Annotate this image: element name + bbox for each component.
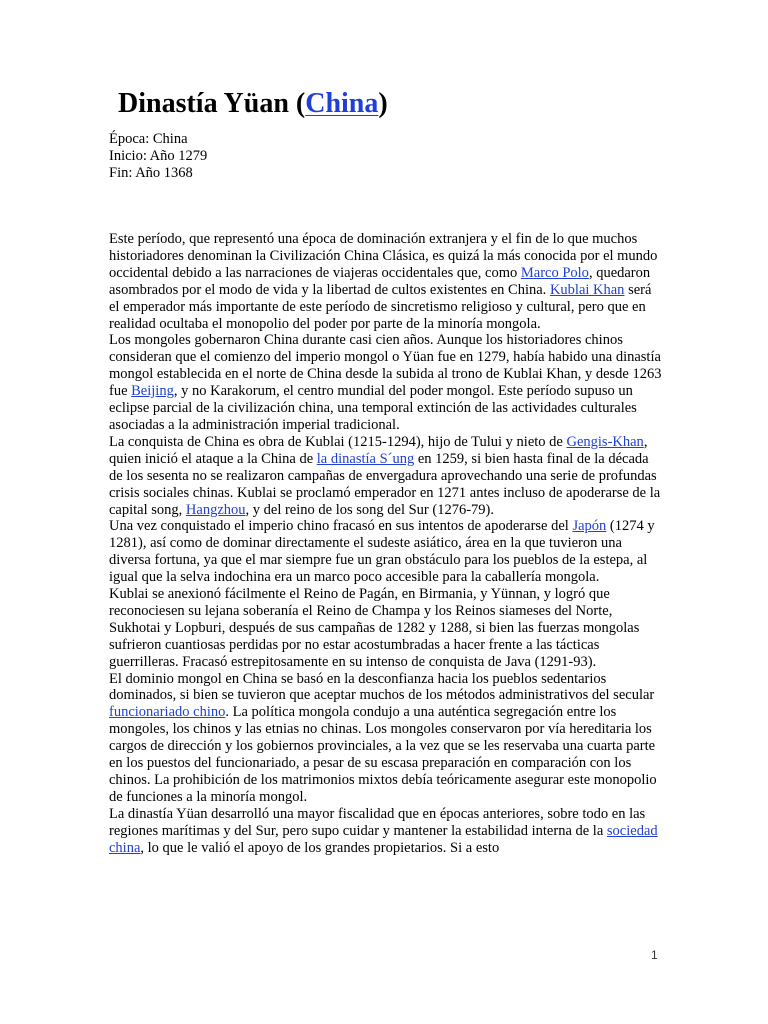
kublai-khan-link[interactable]: Kublai Khan [549, 281, 625, 298]
paragraph-text: Los mongoles gobernaron China durante casi cien años. Aunque los historiadores chinos consideran que el comienzo del imperio mongol o Yüan fue en 1279, había habido una dinastía mongol establecida en el norte de China desde la subida al trono de Kublai Khan, y desde 1263 fue [109, 332, 662, 400]
inicio-line: Inicio: Año 1279 [109, 148, 208, 164]
paragraph-text: La conquista de China es obra de Kublai (1215-1294), hijo de Tului y nieto de [109, 433, 567, 450]
title-suffix: ) [378, 88, 388, 119]
paragraph-pagan [109, 586, 664, 671]
paragraph-text: , y no Karakorum, el centro mundial del poder mongol. Este período supuso un eclipse parcial de la civilización china, una temporal extinción de las actividades culturales asociadas a la administración imperial tradicional. [109, 383, 637, 433]
sociedad-china-link[interactable]: sociedad china [109, 822, 658, 856]
marco-polo-link[interactable]: Marco Polo [520, 264, 589, 281]
paragraph-fiscalidad [109, 806, 664, 857]
paragraph-text: será el emperador más importante de este período de sincretismo religioso y cultural, pero que en realidad ocultaba el monopolio del poder por parte de la minoría mongola. [109, 281, 652, 332]
metadata-block [109, 131, 669, 182]
paragraph-text: , quien inició el ataque a la China de [109, 433, 648, 467]
funcionariado-chino-link[interactable]: funcionariado chino [109, 704, 226, 721]
paragraph-text: Una vez conquistado el imperio chino fracasó en sus intentos de apoderarse del [109, 518, 573, 535]
epoca-line: Época: China [109, 131, 188, 147]
paragraph-text: en 1259, si bien hasta final de la década de los sesenta no se realizaron campañas de envergadura aprovechando una serie de profundas crisis sociales chinas. Kublai se proclamó emperador en 1271 antes incluso de apoderarse de la capital song, [109, 450, 661, 518]
japon-link[interactable]: Japón [572, 518, 607, 535]
paragraph-text: (1274 y 1281), así como de dominar directamente el sudeste asiático, área en la que tuvieron una diversa fortuna, ya que el mar siempre fue un gran obstáculo para los pueblos de la estepa, al igual que la selva indochina era un marco poco accesible para la caballería mongola. [109, 518, 655, 586]
paragraph-text: La dinastía Yüan desarrolló una mayor fiscalidad que en épocas anteriores, sobre todo en las regiones marítimas y del Sur, pero supo cuidar y mantener la estabilidad interna de la [109, 805, 646, 839]
china-link[interactable]: China [305, 88, 379, 119]
paragraph-text: Kublai se anexionó fácilmente el Reino de Pagán, en Birmania, y Yünnan, y logró que reconociesen su lejana soberanía el Reino de Champa y los Reinos siameses del Norte, Sukhotai y Lopburi, después de sus campañas de 1282 y 1288, si bien las fuerzas mongolas sufrieron cuantiosas perdidas por no estar acostumbradas a hacer frente a las tácticas guerrilleras. Fracasó estrepitosamente en su intenso de conquista de Java (1291-93). [109, 586, 640, 670]
page-number: 1 [651, 948, 658, 962]
fin-line: Fin: Año 1368 [109, 165, 193, 181]
paragraph-dominio [109, 671, 664, 806]
article-body [109, 231, 664, 857]
paragraph-intro [109, 231, 664, 332]
paragraph-text: , lo que le valió el apoyo de los grandes propietarios. Si a esto [140, 839, 500, 856]
paragraph-japon [109, 518, 664, 586]
hangzhou-link[interactable]: Hangzhou [185, 501, 246, 518]
gengis-khan-link[interactable]: Gengis-Khan [566, 433, 644, 450]
paragraph-text: , y del reino de los song del Sur (1276-79). [245, 501, 494, 518]
paragraph-text: . La política mongola condujo a una auténtica segregación entre los mongoles, los chinos y las etnias no chinas. Los mongoles conservaron por vía hereditaria los cargos de dirección y los gobiernos provinciales, a la vez que se les reservaba una cuarta parte en los puestos del funcionariado, a pesar de su escasa preparación en comparación con los chinos. La prohibición de los matrimonios mixtos debía teóricamente asegurar este monopolio de funciones a la minoría mongol. [109, 704, 657, 805]
beijing-link[interactable]: Beijing [131, 383, 174, 400]
paragraph-mongoles [109, 332, 664, 433]
paragraph-text: El dominio mongol en China se basó en la desconfianza hacia los pueblos sedentarios dominados, si bien se tuvieron que aceptar muchos de los métodos administrativos del secular [109, 670, 655, 704]
page-title [118, 82, 388, 126]
paragraph-text: , quedaron asombrados por el modo de vida y la libertad de cultos existentes en China. [109, 264, 651, 298]
paragraph-text: Este período, que representó una época de dominación extranjera y el fin de lo que muchos historiadores denominan la Civilización China Clásica, es quizá la más conocida por el mundo occidental debido a las narraciones de viajeras occidentales que, como [109, 231, 658, 281]
title-prefix: Dinastía Yüan ( [118, 88, 306, 119]
la-dinastia-s-ung-link[interactable]: la dinastía S´ung [316, 450, 415, 467]
paragraph-conquista [109, 434, 664, 519]
